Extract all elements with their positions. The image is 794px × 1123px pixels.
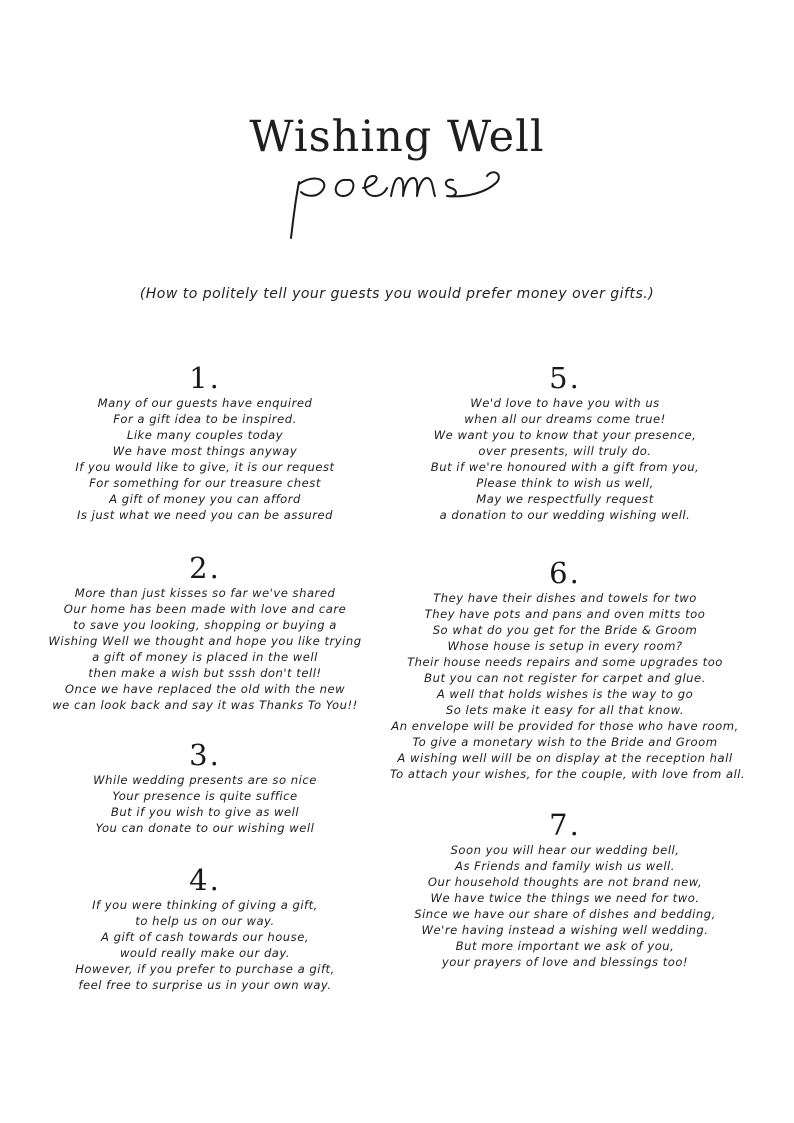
poem-line: to help us on our way. bbox=[135, 914, 275, 928]
poem-line: we can look back and say it was Thanks To You!! bbox=[52, 698, 358, 712]
poem-line: If you were thinking of giving a gift, bbox=[92, 898, 318, 912]
poem-line: Our household thoughts are not brand new, bbox=[427, 875, 703, 889]
poem-line: We have twice the things we need for two. bbox=[430, 891, 700, 905]
poem-number: 3. bbox=[189, 738, 221, 772]
poem-line: As Friends and family wish us well. bbox=[455, 859, 675, 873]
poem-line: We want you to know that your presence, bbox=[433, 428, 697, 442]
poem-line: To give a monetary wish to the Bride and Groom bbox=[412, 735, 718, 749]
poems-script-lettering bbox=[277, 152, 517, 242]
poem-line: They have their dishes and towels for two bbox=[433, 591, 697, 605]
poem-line: Since we have our share of dishes and bedding, bbox=[414, 907, 716, 921]
poem-line: A gift of cash towards our house, bbox=[100, 930, 310, 944]
poem-line: feel free to surprise us in your own way. bbox=[78, 978, 332, 992]
poem-6 bbox=[390, 556, 746, 782]
poem-line: then make a wish but sssh don't tell! bbox=[88, 666, 322, 680]
poem-line: would really make our day. bbox=[119, 946, 291, 960]
script-title bbox=[0, 152, 794, 247]
poem-3 bbox=[40, 740, 370, 836]
poem-number: 5. bbox=[549, 361, 581, 395]
poem-line: But you can not register for carpet and glue. bbox=[424, 671, 706, 685]
poem-line: So what do you get for the Bride & Groom bbox=[432, 623, 698, 637]
poem-number: 7. bbox=[549, 808, 581, 842]
poem-line: A wishing well will be on display at the reception hall bbox=[397, 751, 733, 765]
poem-line: But more important we ask of you, bbox=[455, 939, 675, 953]
poem-line: Like many couples today bbox=[126, 428, 284, 442]
poem-line: over presents, will truly do. bbox=[478, 444, 652, 458]
poem-number: 1. bbox=[189, 361, 221, 395]
poem-line: Is just what we need you can be assured bbox=[76, 508, 334, 522]
poem-2 bbox=[40, 553, 370, 713]
poem-line: While wedding presents are so nice bbox=[93, 773, 317, 787]
poem-line: So lets make it easy for all that know. bbox=[445, 703, 685, 717]
poem-line: For a gift idea to be inspired. bbox=[113, 412, 297, 426]
poem-line: We're having instead a wishing well wedding. bbox=[421, 923, 709, 937]
poem-line: To attach your wishes, for the couple, with love from all. bbox=[390, 767, 746, 781]
poem-line: They have pots and pans and oven mitts too bbox=[424, 607, 706, 621]
poem-line: Wishing Well we thought and hope you like trying bbox=[48, 634, 362, 648]
subtitle: (How to politely tell your guests you would prefer money over gifts.) bbox=[139, 286, 655, 302]
page-title: Wishing Well bbox=[249, 112, 545, 162]
poem-line: However, if you prefer to purchase a gift, bbox=[75, 962, 335, 976]
poem-line: your prayers of love and blessings too! bbox=[441, 955, 689, 969]
poem-line: A well that holds wishes is the way to go bbox=[436, 687, 694, 701]
poem-line: a donation to our wedding wishing well. bbox=[439, 508, 691, 522]
poem-line: Your presence is quite suffice bbox=[112, 789, 298, 803]
poem-line: Please think to wish us well, bbox=[476, 476, 654, 490]
poem-1 bbox=[40, 363, 370, 523]
poem-line: Soon you will hear our wedding bell, bbox=[450, 843, 680, 857]
poem-line: May we respectfully request bbox=[476, 492, 654, 506]
poem-line: But if you wish to give as well bbox=[110, 805, 300, 819]
poem-line: a gift of money is placed in the well bbox=[92, 650, 318, 664]
poem-number: 6. bbox=[549, 556, 581, 590]
poem-7 bbox=[395, 810, 735, 970]
poem-line: An envelope will be provided for those who have room, bbox=[391, 719, 739, 733]
poem-line: when all our dreams come true! bbox=[464, 412, 666, 426]
poem-line: Whose house is setup in every room? bbox=[447, 639, 683, 653]
poem-line: Their house needs repairs and some upgrades too bbox=[407, 655, 723, 669]
poem-line: to save you looking, shopping or buying a bbox=[73, 618, 337, 632]
poem-line: More than just kisses so far we've shared bbox=[74, 586, 336, 600]
poem-line: Our home has been made with love and care bbox=[63, 602, 347, 616]
poem-line: But if we're honoured with a gift from you, bbox=[430, 460, 700, 474]
poem-line: We'd love to have you with us bbox=[470, 396, 660, 410]
poem-line: For something for our treasure chest bbox=[89, 476, 321, 490]
poem-5 bbox=[395, 363, 735, 523]
poem-line: Once we have replaced the old with the new bbox=[64, 682, 346, 696]
poem-number: 2. bbox=[189, 551, 221, 585]
poem-line: We have most things anyway bbox=[112, 444, 298, 458]
poem-line: Many of our guests have enquired bbox=[97, 396, 313, 410]
poem-number: 4. bbox=[189, 863, 221, 897]
poem-4 bbox=[40, 865, 370, 993]
poem-line: A gift of money you can afford bbox=[109, 492, 301, 506]
poem-line: If you would like to give, it is our request bbox=[75, 460, 335, 474]
poem-line: You can donate to our wishing well bbox=[95, 821, 315, 835]
